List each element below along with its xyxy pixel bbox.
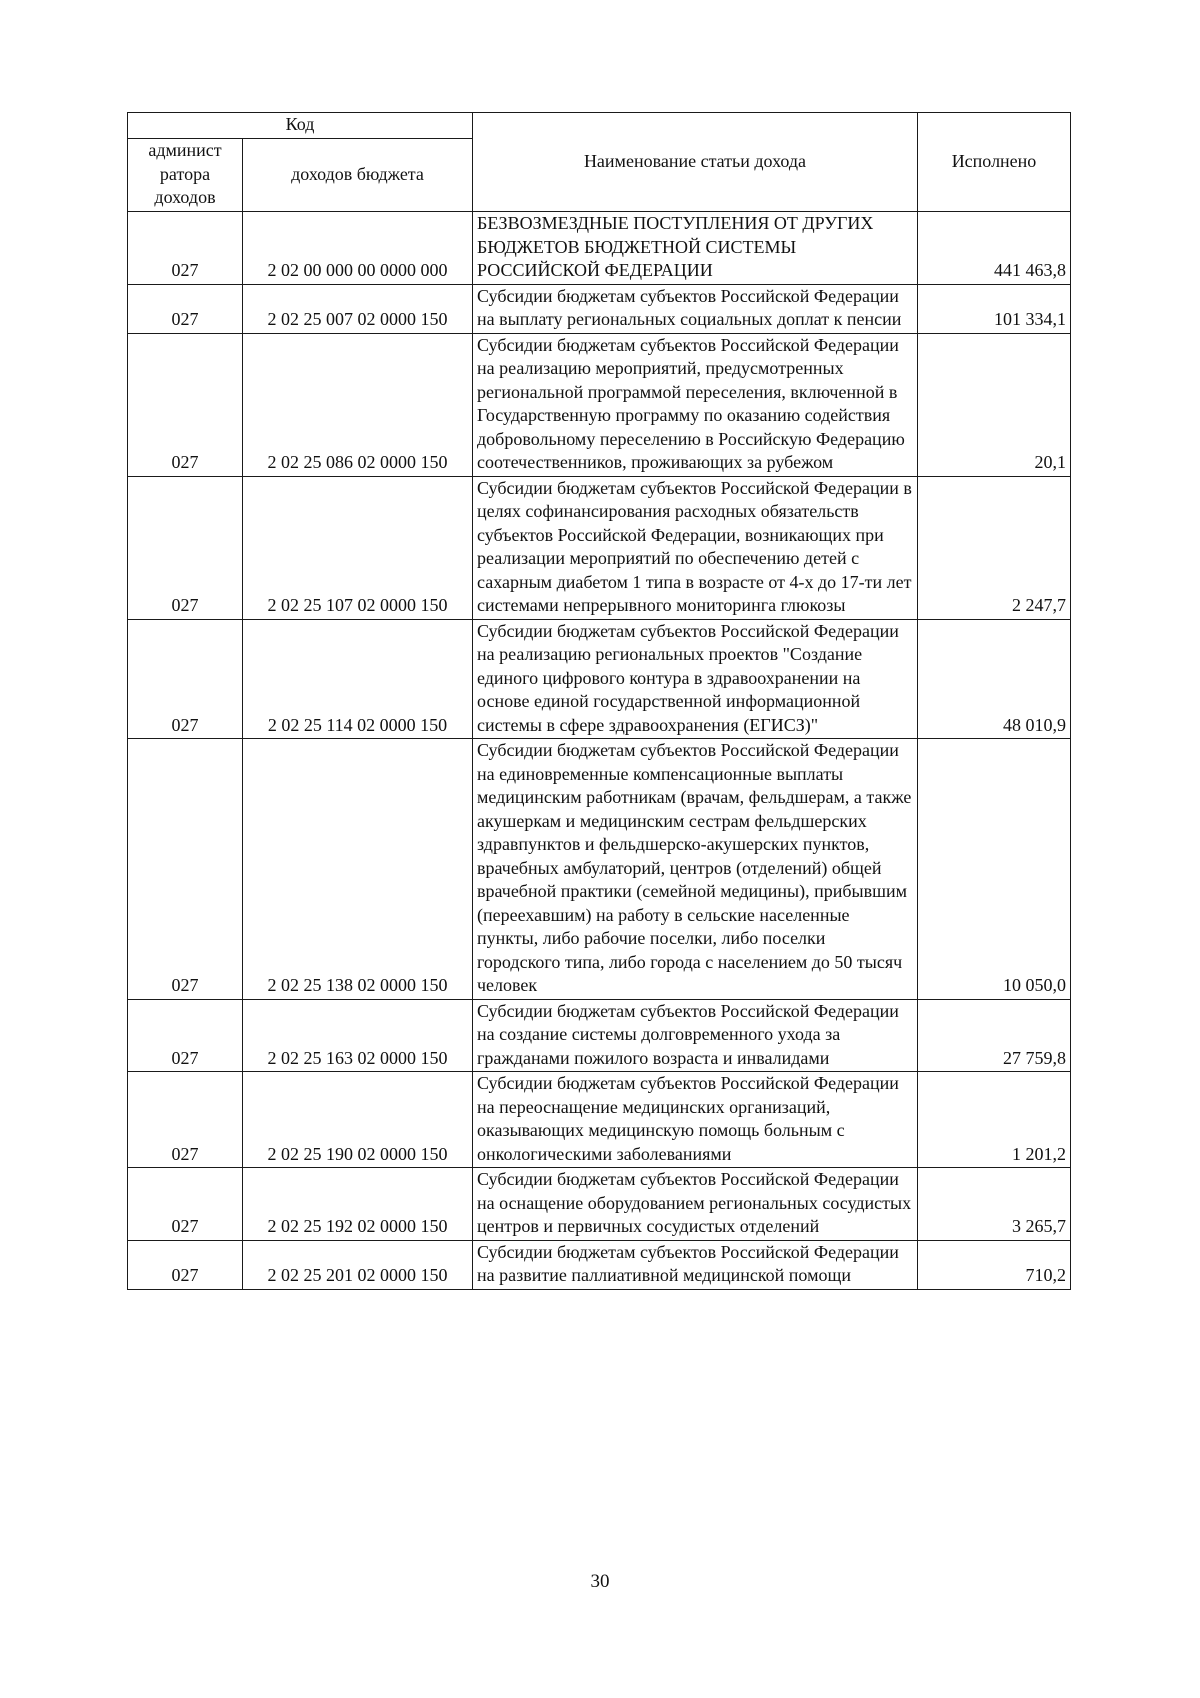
table-row — [128, 284, 1071, 333]
executed-amount-cell: 48 010,9 — [918, 619, 1071, 739]
header-code: доходов бюджета — [243, 139, 473, 212]
table-row — [128, 999, 1071, 1072]
executed-amount-cell: 10 050,0 — [918, 739, 1071, 1000]
revenue-name-cell: Субсидии бюджетам субъектов Российской Федерации на реализацию региональных проектов "Создание единого цифрового контура в здравоохранении на основе единой государственной информационной системы в сфере здравоохранения (ЕГИСЗ)" — [473, 619, 918, 739]
budget-code-cell: 2 02 25 190 02 0000 150 — [243, 1072, 473, 1168]
revenue-name-cell: Субсидии бюджетам субъектов Российской Федерации на единовременные компенсационные выплаты медицинским работникам (врачам, фельдшерам, а также акушеркам и медицинским сестрам фельдшерских здравпунктов и фельдшерско-акушерских пунктов, врачебных амбулаторий, центров (отделений) общей врачебной практики (семейной медицины), прибывшим (переехавшим) на работу в сельские населенные пункты, либо рабочие поселки, либо поселки городского типа, либо города с населением до 50 тысяч человек — [473, 739, 918, 1000]
table-row — [128, 1240, 1071, 1289]
admin-code-cell: 027 — [128, 333, 243, 476]
budget-code-cell: 2 02 25 138 02 0000 150 — [243, 739, 473, 1000]
budget-code-cell: 2 02 25 114 02 0000 150 — [243, 619, 473, 739]
table-row — [128, 739, 1071, 1000]
table-row — [128, 619, 1071, 739]
budget-code-cell: 2 02 25 007 02 0000 150 — [243, 284, 473, 333]
admin-code-cell: 027 — [128, 619, 243, 739]
header-kod: Код — [128, 113, 473, 139]
budget-code-cell: 2 02 25 192 02 0000 150 — [243, 1168, 473, 1241]
budget-code-cell: 2 02 00 000 00 0000 000 — [243, 212, 473, 285]
executed-amount-cell: 1 201,2 — [918, 1072, 1071, 1168]
header-executed: Исполнено — [918, 113, 1071, 212]
executed-amount-cell: 710,2 — [918, 1240, 1071, 1289]
budget-code-cell: 2 02 25 086 02 0000 150 — [243, 333, 473, 476]
header-name: Наименование статьи дохода — [473, 113, 918, 212]
table-row — [128, 333, 1071, 476]
admin-code-cell: 027 — [128, 1168, 243, 1241]
revenue-name-cell: Субсидии бюджетам субъектов Российской Федерации на выплату региональных социальных доплат к пенсии — [473, 284, 918, 333]
admin-code-cell: 027 — [128, 284, 243, 333]
page-number: 30 — [590, 1571, 610, 1592]
table-body — [128, 212, 1071, 1290]
revenue-table — [127, 112, 1071, 1290]
budget-code-cell: 2 02 25 107 02 0000 150 — [243, 476, 473, 619]
admin-code-cell: 027 — [128, 1072, 243, 1168]
executed-amount-cell: 27 759,8 — [918, 999, 1071, 1072]
admin-code-cell: 027 — [128, 1240, 243, 1289]
revenue-name-cell: Субсидии бюджетам субъектов Российской Федерации на оснащение оборудованием региональных сосудистых центров и первичных сосудистых отделений — [473, 1168, 918, 1241]
revenue-name-cell: Субсидии бюджетам субъектов Российской Федерации на развитие паллиативной медицинской помощи — [473, 1240, 918, 1289]
header-admin: админист ратора доходов — [128, 139, 243, 212]
budget-code-cell: 2 02 25 201 02 0000 150 — [243, 1240, 473, 1289]
revenue-name-cell: БЕЗВОЗМЕЗДНЫЕ ПОСТУПЛЕНИЯ ОТ ДРУГИХ БЮДЖЕТОВ БЮДЖЕТНОЙ СИСТЕМЫ РОССИЙСКОЙ ФЕДЕРАЦИИ — [473, 212, 918, 285]
revenue-name-cell: Субсидии бюджетам субъектов Российской Федерации на реализацию мероприятий, предусмотренных региональной программой переселения, включенной в Государственную программу по оказанию содействия добровольному переселению в Российскую Федерацию соотечественников, проживающих за рубежом — [473, 333, 918, 476]
revenue-name-cell: Субсидии бюджетам субъектов Российской Федерации на переоснащение медицинских организаций, оказывающих медицинскую помощь больным с онкологическими заболеваниями — [473, 1072, 918, 1168]
executed-amount-cell: 101 334,1 — [918, 284, 1071, 333]
table-header — [128, 113, 1071, 212]
revenue-name-cell: Субсидии бюджетам субъектов Российской Федерации на создание системы долговременного ухода за гражданами пожилого возраста и инвалидами — [473, 999, 918, 1072]
executed-amount-cell: 441 463,8 — [918, 212, 1071, 285]
admin-code-cell: 027 — [128, 476, 243, 619]
admin-code-cell: 027 — [128, 999, 243, 1072]
budget-code-cell: 2 02 25 163 02 0000 150 — [243, 999, 473, 1072]
table-row — [128, 212, 1071, 285]
executed-amount-cell: 3 265,7 — [918, 1168, 1071, 1241]
revenue-name-cell: Субсидии бюджетам субъектов Российской Федерации в целях софинансирования расходных обязательств субъектов Российской Федерации, возникающих при реализации мероприятий по обеспечению детей с сахарным диабетом 1 типа в возрасте от 4-х до 17-ти лет системами непрерывного мониторинга глюкозы — [473, 476, 918, 619]
table-row — [128, 1072, 1071, 1168]
table-row — [128, 476, 1071, 619]
executed-amount-cell: 2 247,7 — [918, 476, 1071, 619]
admin-code-cell: 027 — [128, 212, 243, 285]
admin-code-cell: 027 — [128, 739, 243, 1000]
table-row — [128, 1168, 1071, 1241]
executed-amount-cell: 20,1 — [918, 333, 1071, 476]
